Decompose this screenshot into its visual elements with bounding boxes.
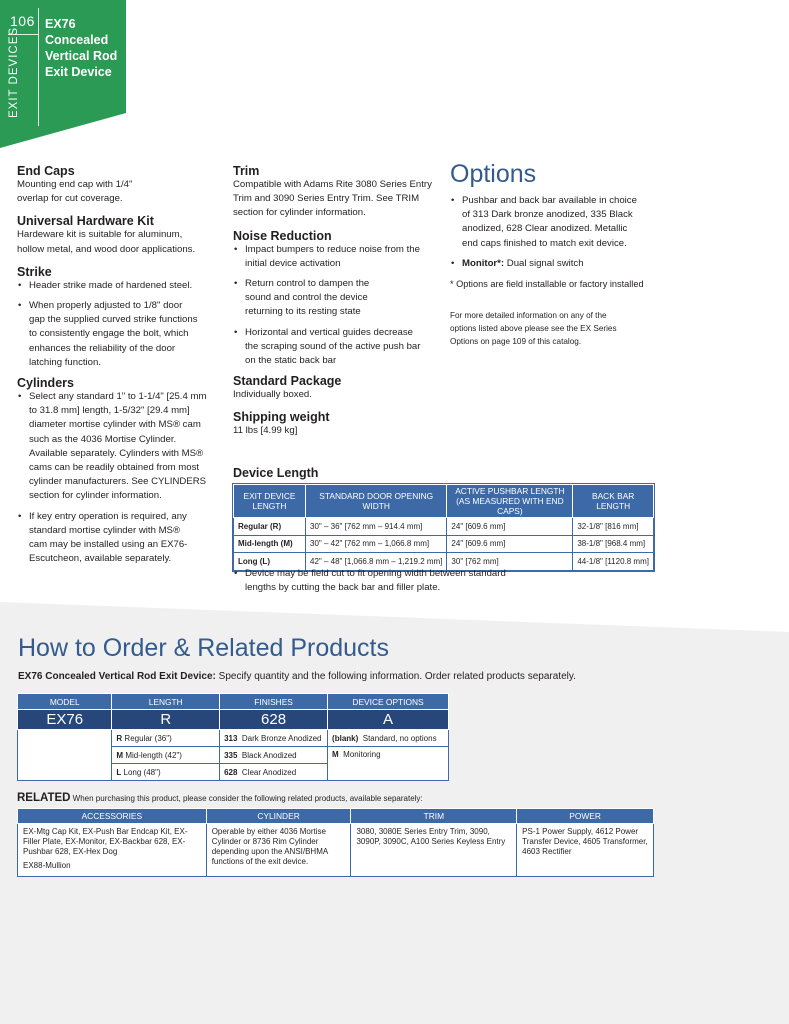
table-cell: Regular (R): [234, 518, 306, 536]
section-label: EXIT DEVICES: [8, 26, 20, 118]
table-cell: [112, 764, 220, 781]
related-text: When purchasing this product, please consider the following related products, available separately:: [70, 794, 423, 803]
table-cell: [18, 824, 207, 877]
order-intro-text: Specify quantity and the following information. Order related products separately.: [215, 671, 576, 682]
list-item: • If key entry operation is required, any standard mortise cylinder with MS® cam may be installed using an EX76-Escutcheon, available separately.: [17, 510, 199, 567]
option-code: R: [116, 733, 123, 743]
device-length-table: [233, 484, 654, 571]
option-code: 628: [224, 767, 238, 777]
table-cell: [112, 747, 220, 764]
option-label: Long (48"): [121, 767, 161, 777]
table-row: [234, 518, 654, 536]
hardware-kit-heading: Universal Hardware Kit: [17, 214, 154, 229]
option-label: Regular (36"): [122, 733, 172, 743]
finish-value: 628: [220, 710, 328, 730]
column-header: CYLINDER: [206, 809, 351, 824]
column-middle: [233, 164, 433, 439]
option-code: M: [332, 750, 339, 759]
column-header: BACK BAR LENGTH: [573, 485, 654, 518]
trim-text: Compatible with Adams Rite 3080 Series Entry Trim and 3090 Series Entry Trim. See TRIM section for cylinder information.: [233, 179, 432, 219]
table-cell: [328, 747, 449, 781]
list-item: [450, 257, 645, 271]
table-cell: 44-1/8" [1120.8 mm]: [573, 553, 654, 571]
title-line: Vertical Rod: [45, 49, 118, 63]
table-cell: 30" – 36" [762 mm – 914.4 mm]: [306, 518, 447, 536]
table-cell: 38-1/8" [968.4 mm]: [573, 535, 654, 553]
column-header: ACCESSORIES: [18, 809, 207, 824]
table-cell: 24" [609.6 mm]: [447, 518, 573, 536]
column-header: DEVICE OPTIONS: [328, 694, 449, 710]
model-value: EX76: [18, 710, 112, 730]
list-item: • Header strike made of hardened steel.: [17, 279, 202, 293]
product-title: [45, 16, 123, 80]
shipping-text: 11 lbs [4.99 kg]: [233, 425, 298, 437]
column-header: LENGTH: [112, 694, 220, 710]
accessories-text-2: EX88-Mullion: [23, 861, 71, 870]
table-row: [18, 730, 449, 747]
table-row: [234, 535, 654, 553]
order-table: [17, 693, 449, 781]
table-cell: 24" [609.6 mm]: [447, 535, 573, 553]
option-code: (blank): [332, 733, 359, 743]
column-header: ACTIVE PUSHBAR LENGTH (AS MEASURED WITH END CAPS): [447, 485, 573, 518]
tab-divider: [38, 8, 39, 126]
list-item: • When properly adjusted to 1/8" door gap the supplied curved strike functions to consistently engage the bolt, which enhances the reliability of the door latching function.: [17, 299, 199, 370]
how-to-order-heading: How to Order & Related Products: [18, 634, 389, 662]
option-code: L: [116, 767, 122, 777]
table-cell: 32-1/8" [816 mm]: [573, 518, 654, 536]
column-header: EXIT DEVICE LENGTH: [234, 485, 306, 518]
title-line: Exit Device: [45, 65, 112, 79]
device-length-note: [233, 567, 533, 601]
table-cell: [18, 730, 112, 781]
table-cell: [112, 730, 220, 747]
table-cell: [220, 764, 328, 781]
column-header: POWER: [517, 809, 654, 824]
device-length-heading: Device Length: [233, 466, 319, 480]
option-label: Clear Anodized: [241, 767, 297, 777]
length-value: R: [112, 710, 220, 730]
related-intro: [17, 792, 423, 804]
option-label: Monitoring: [343, 750, 381, 759]
cylinders-list: [17, 390, 215, 566]
table-cell: Operable by either 4036 Mortise Cylinder or 8736 Rim Cylinder depending upon the ANSI/BHMA functions of the exit device.: [206, 824, 351, 877]
option-label: Mid-length (42"): [123, 750, 182, 760]
option-value: A: [328, 710, 449, 730]
column-header: TRIM: [351, 809, 517, 824]
accessories-text: EX-Mtg Cap Kit, EX-Push Bar Endcap Kit, EX-Filler Plate, EX-Monitor, EX-Backbar 628, EX-Pushbar 628, EX-Hex Dog: [23, 827, 188, 856]
hardware-kit-text: Hardeware kit is suitable for aluminum, hollow metal, and wood door applications.: [17, 229, 196, 255]
list-item: • Device may be field cut to fit opening width between standard lengths by cutting the back bar and filler plate.: [233, 567, 523, 595]
table-cell: 30" – 42" [762 mm – 1,066.8 mm]: [306, 535, 447, 553]
monitor-text: Dual signal switch: [504, 257, 584, 269]
noise-list: [233, 243, 427, 369]
table-cell: 42" – 48" [1,066.8 mm – 1,219.2 mm]: [306, 553, 447, 571]
options-footnote: * Options are field installable or factory installed: [450, 279, 644, 290]
cylinders-heading: Cylinders: [17, 376, 74, 391]
package-text: Individually boxed.: [233, 389, 312, 401]
table-cell: Mid-length (M): [234, 535, 306, 553]
option-label: Standard, no options: [362, 733, 437, 743]
table-cell: [220, 730, 328, 747]
column-header: STANDARD DOOR OPENING WIDTH: [306, 485, 447, 518]
list-item: • Return control to dampen the sound and control the device returning to its resting state: [233, 277, 383, 320]
table-cell: [328, 730, 449, 747]
order-intro-bold: EX76 Concealed Vertical Rod Exit Device:: [18, 671, 216, 682]
column-header: MODEL: [18, 694, 112, 710]
list-item: • Select any standard 1" to 1-1/4" [25.4 mm to 31.8 mm] length, 1-5/32" [29.4 mm] diameter mortise cylinder with MS® cam such as the 4036 Mortise Cylinder. Available separately. Cylinders with MS® cams can be readily obtained from most cylinder manufacturers. See CYLINDERS section for cylinder information.: [17, 390, 215, 504]
package-heading: Standard Package: [233, 374, 342, 389]
related-label: RELATED: [17, 792, 71, 804]
table-cell: 3080, 3080E Series Entry Trim, 3090, 3090P, 3090C, A100 Series Keyless Entry: [351, 824, 517, 877]
table-row: [18, 824, 654, 877]
table-cell: 30" [762 mm]: [447, 553, 573, 571]
column-header: FINISHES: [220, 694, 328, 710]
options-list: [450, 194, 645, 271]
table-cell: Long (L): [234, 553, 306, 571]
option-label: Black Anodized: [241, 750, 297, 760]
option-label: Dark Bronze Anodized: [241, 733, 322, 743]
option-code: M: [116, 750, 124, 760]
list-item: • Impact bumpers to reduce noise from the initial device activation: [233, 243, 427, 271]
trim-heading: Trim: [233, 164, 260, 178]
order-intro: [18, 671, 576, 682]
monitor-label: Monitor*:: [462, 257, 505, 269]
end-caps-text: Mounting end cap with 1/4" overlap for cut coverage.: [17, 179, 133, 205]
title-line: Concealed: [45, 33, 109, 47]
noise-heading: Noise Reduction: [233, 228, 332, 243]
option-code: 335: [224, 750, 238, 760]
strike-list: [17, 279, 202, 370]
end-caps-heading: End Caps: [17, 164, 75, 178]
options-section: [450, 160, 660, 348]
option-code: 313: [224, 733, 238, 743]
page-number: 106: [10, 13, 35, 29]
title-line: EX76: [45, 17, 76, 31]
options-heading: Options: [450, 160, 537, 188]
table-cell: PS-1 Power Supply, 4612 Power Transfer Device, 4605 Transformer, 4603 Rectifier: [517, 824, 654, 877]
strike-heading: Strike: [17, 264, 52, 279]
column-left: [17, 164, 212, 572]
options-more-info: For more detailed information on any of the options listed above please see the EX Series Options on page 109 of this catalog.: [450, 311, 617, 347]
list-item: • Pushbar and back bar available in choice of 313 Dark bronze anodized, 335 Black anodized, 628 Clear anodized. Metallic end caps finished to match exit device.: [450, 194, 645, 251]
related-table: [17, 808, 654, 877]
shipping-heading: Shipping weight: [233, 410, 330, 425]
list-item: • Horizontal and vertical guides decrease the scraping sound of the active push bar on the static back bar: [233, 326, 427, 369]
table-cell: [220, 747, 328, 764]
